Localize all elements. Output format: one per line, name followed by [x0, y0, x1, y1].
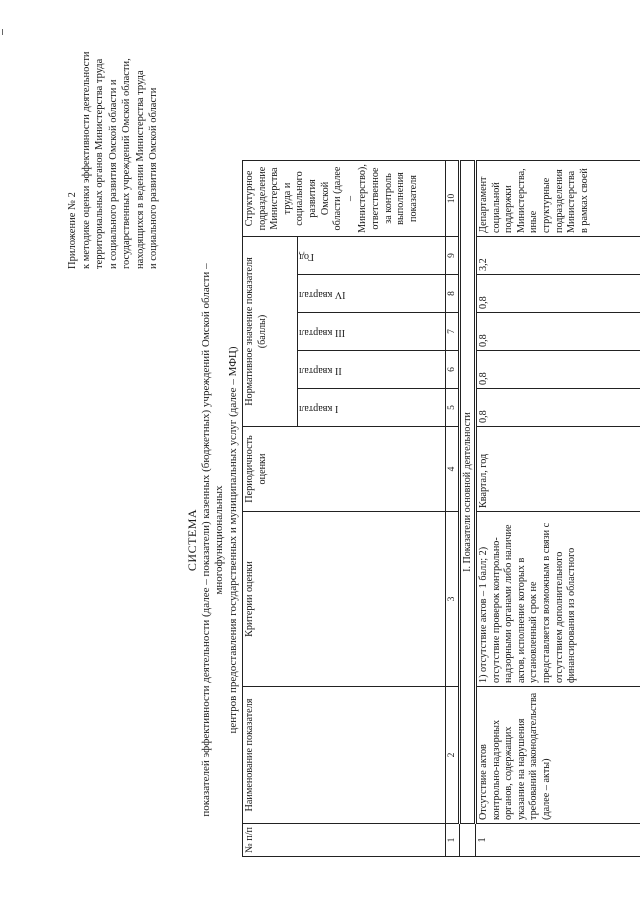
indicators-table [242, 160, 640, 857]
row-q1: 0,8 [476, 389, 640, 427]
column-number-row [446, 161, 460, 857]
row-year: 3,2 [476, 237, 640, 275]
appendix-line: государственных учреждений Омской области, [121, 58, 132, 269]
appendix-line: и социального развития Омской области [148, 87, 159, 269]
header-criteria: Критерии оценки [243, 512, 446, 687]
header-q3: III квартал [298, 313, 446, 351]
appendix-line: и социального развития Омской области и [107, 79, 119, 269]
row-num: 1 [476, 824, 640, 857]
header-row [243, 161, 298, 857]
header-period: Периодичность оценки [243, 427, 446, 512]
header-name: Наименование показателя [243, 687, 446, 824]
document-title [186, 235, 240, 845]
title-line: показателей эффективности деятельности (далее – показатели) казенных (бюджетных) учреждений Омской области – многофункциональных [199, 263, 225, 817]
row-q2: 0,8 [476, 351, 640, 389]
column-number: 7 [446, 313, 460, 351]
column-number: 5 [446, 389, 460, 427]
header-unit: Структурное подразделение Министерства труда и социального развития Омской области (далее – Министерство), ответственное за контроль выполнения показателя [243, 161, 446, 237]
appendix-line: находящихся в ведении Министерства труда [134, 70, 146, 269]
row-q4: 0,8 [476, 275, 640, 313]
column-number: 4 [446, 427, 460, 512]
header-normative: Нормативное значение показателя (баллы) [243, 237, 298, 427]
title-line: центров предоставления государственных и муниципальных услуг (далее – МФЦ) [226, 346, 239, 734]
row-period: Квартал, год [476, 427, 640, 512]
column-number: 3 [446, 512, 460, 687]
header-year: Год [298, 237, 446, 275]
column-number: 9 [446, 237, 460, 275]
row-criteria: 1) отсутствие актов – 1 балл; 2) отсутствие проверок контрольно-надзорными органами либо наличие актов, исполнение которых в установленный срок не представляется возможным в связи с отсутствием дополнительного финансирования из областного [476, 512, 640, 687]
header-num: № п/п [243, 824, 446, 857]
appendix-line: к методике оценки эффективности деятельности [80, 51, 92, 269]
scan-mark [2, 29, 3, 35]
table-row [476, 161, 640, 857]
section-spacer [460, 824, 476, 857]
column-number: 8 [446, 275, 460, 313]
column-number: 2 [446, 687, 460, 824]
header-q1: I квартал [298, 389, 446, 427]
row-q3: 0,8 [476, 313, 640, 351]
row-unit: Департамент социальной поддержки Министерства, иные структурные подразделения Министерства в рамках своей [476, 161, 640, 237]
column-number: 6 [446, 351, 460, 389]
section-row [460, 161, 476, 857]
appendix-line: Приложение № 2 [67, 192, 78, 269]
column-number: 10 [446, 161, 460, 237]
header-q4: IV квартал [298, 275, 446, 313]
row-name: Отсутствие актов контрольно-надзорных органов, содержащих указание на нарушения требований законодательства (далее – акты) [476, 687, 640, 824]
header-q2: II квартал [298, 351, 446, 389]
column-number: 1 [446, 824, 460, 857]
title-heading: СИСТЕМА [185, 508, 199, 572]
section-title: I. Показатели основной деятельности [460, 161, 476, 824]
appendix-line: территориальных органов Министерства труда [94, 58, 105, 269]
appendix-note [66, 14, 161, 269]
